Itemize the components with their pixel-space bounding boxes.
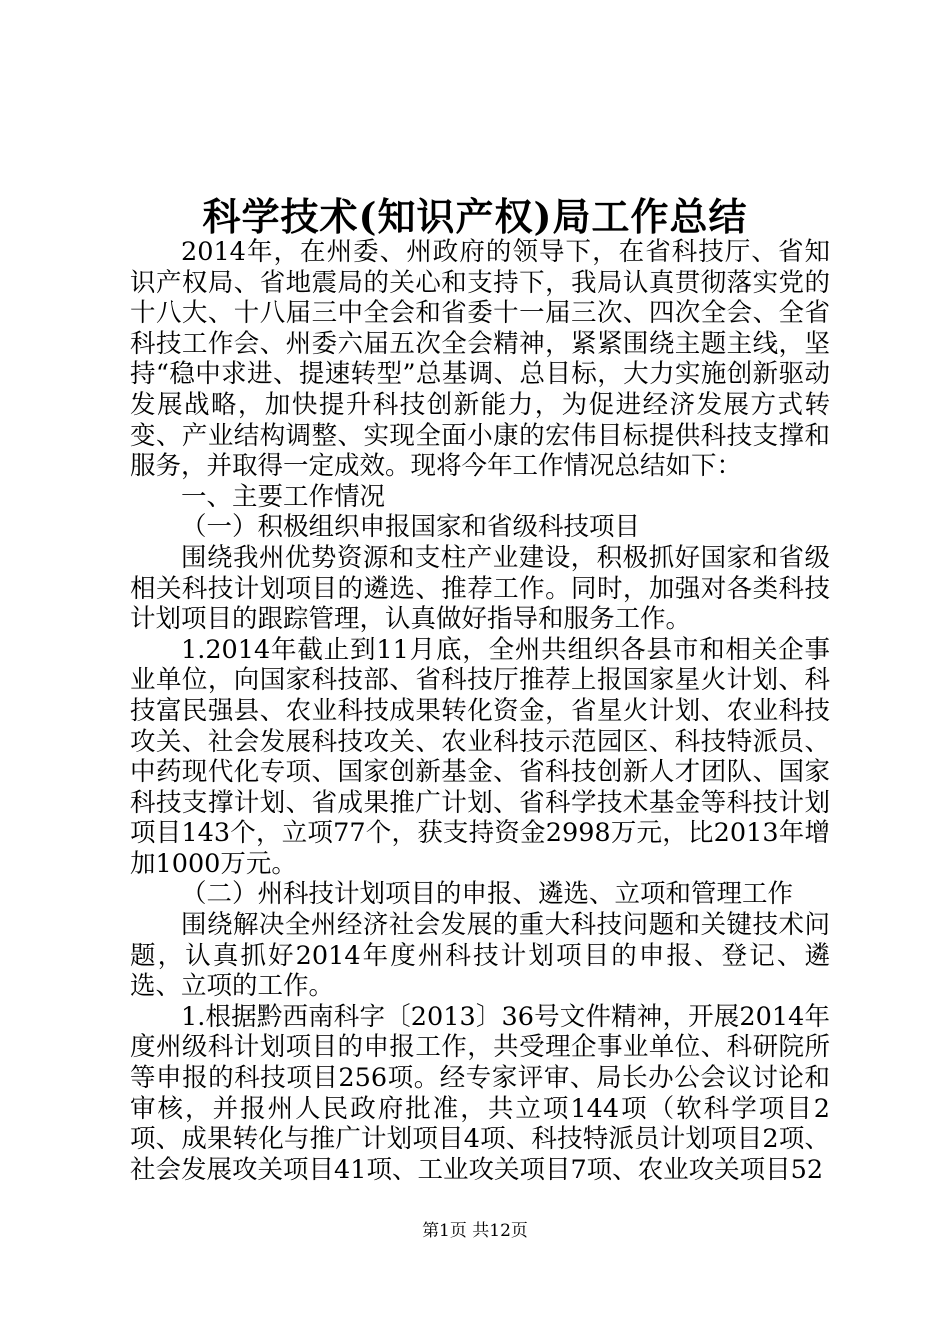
paragraph-subsection-2-item-1: 1.根据黔西南科字〔2013〕36号文件精神，开展2014年度州级科计划项目的申报工作，共受理企事业单位、科研院所等申报的科技项目256项。经专家评审、局长办公会议讨论和审核，并报州人民政府批准，共立项144项（软科学项目2项、成果转化与推广计划项目4项、科技特派员计划项目2项、社会发展攻关项目41项、工业攻关项目7项、农业攻关项目52 (130, 1001, 830, 1185)
paragraph-subsection-1-item-1: 1.2014年截止到11月底，全州共组织各县市和相关企事业单位，向国家科技部、省科技厅推荐上报国家星火计划、科技富民强县、农业科技成果转化资金，省星火计划、农业科技攻关、社会发展科技攻关、农业科技示范园区、科技特派员、中药现代化专项、国家创新基金、省科技创新人才团队、国家科技支撑计划、省成果推广计划、省科学技术基金等科技计划项目143个，立项77个，获支持资金2998万元，比2013年增加1000万元。 (130, 634, 830, 879)
paragraph-subsection-2-intro: 围绕解决全州经济社会发展的重大科技问题和关键技术问题，认真抓好2014年度州科技计划项目的申报、登记、遴选、立项的工作。 (130, 910, 830, 1002)
section-heading-main-work: 一、主要工作情况 (181, 481, 386, 512)
paragraph-subsection-1-intro: 围绕我州优势资源和支柱产业建设，积极抓好国家和省级相关科技计划项目的遴选、推荐工作。同时，加强对各类科技计划项目的跟踪管理，认真做好指导和服务工作。 (130, 542, 830, 635)
document-body (130, 237, 830, 1185)
page-number-footer: 第1页 共12页 (422, 1221, 528, 1241)
subsection-heading-1: （一）积极组织申报国家和省级科技项目 (181, 512, 641, 543)
subsection-heading-2: （二）州科技计划项目的申报、遴选、立项和管理工作 (181, 879, 794, 910)
paragraph-intro: 2014年，在州委、州政府的领导下，在省科技厅、省知识产权局、省地震局的关心和支持下，我局认真贯彻落实党的十八大、十八届三中全会和省委十一届三次、四次全会、全省科技工作会、州委六届五次全会精神，紧紧围绕主题主线，坚持“稳中求进、提速转型”总基调、总目标，大力实施创新驱动发展战略，加快提升科技创新能力，为促进经济发展方式转变、产业结构调整、实现全面小康的宏伟目标提供科技支撑和服务，并取得一定成效。现将今年工作情况总结如下： (130, 237, 830, 482)
document-title: 科学技术(知识产权)局工作总结 (202, 194, 748, 239)
